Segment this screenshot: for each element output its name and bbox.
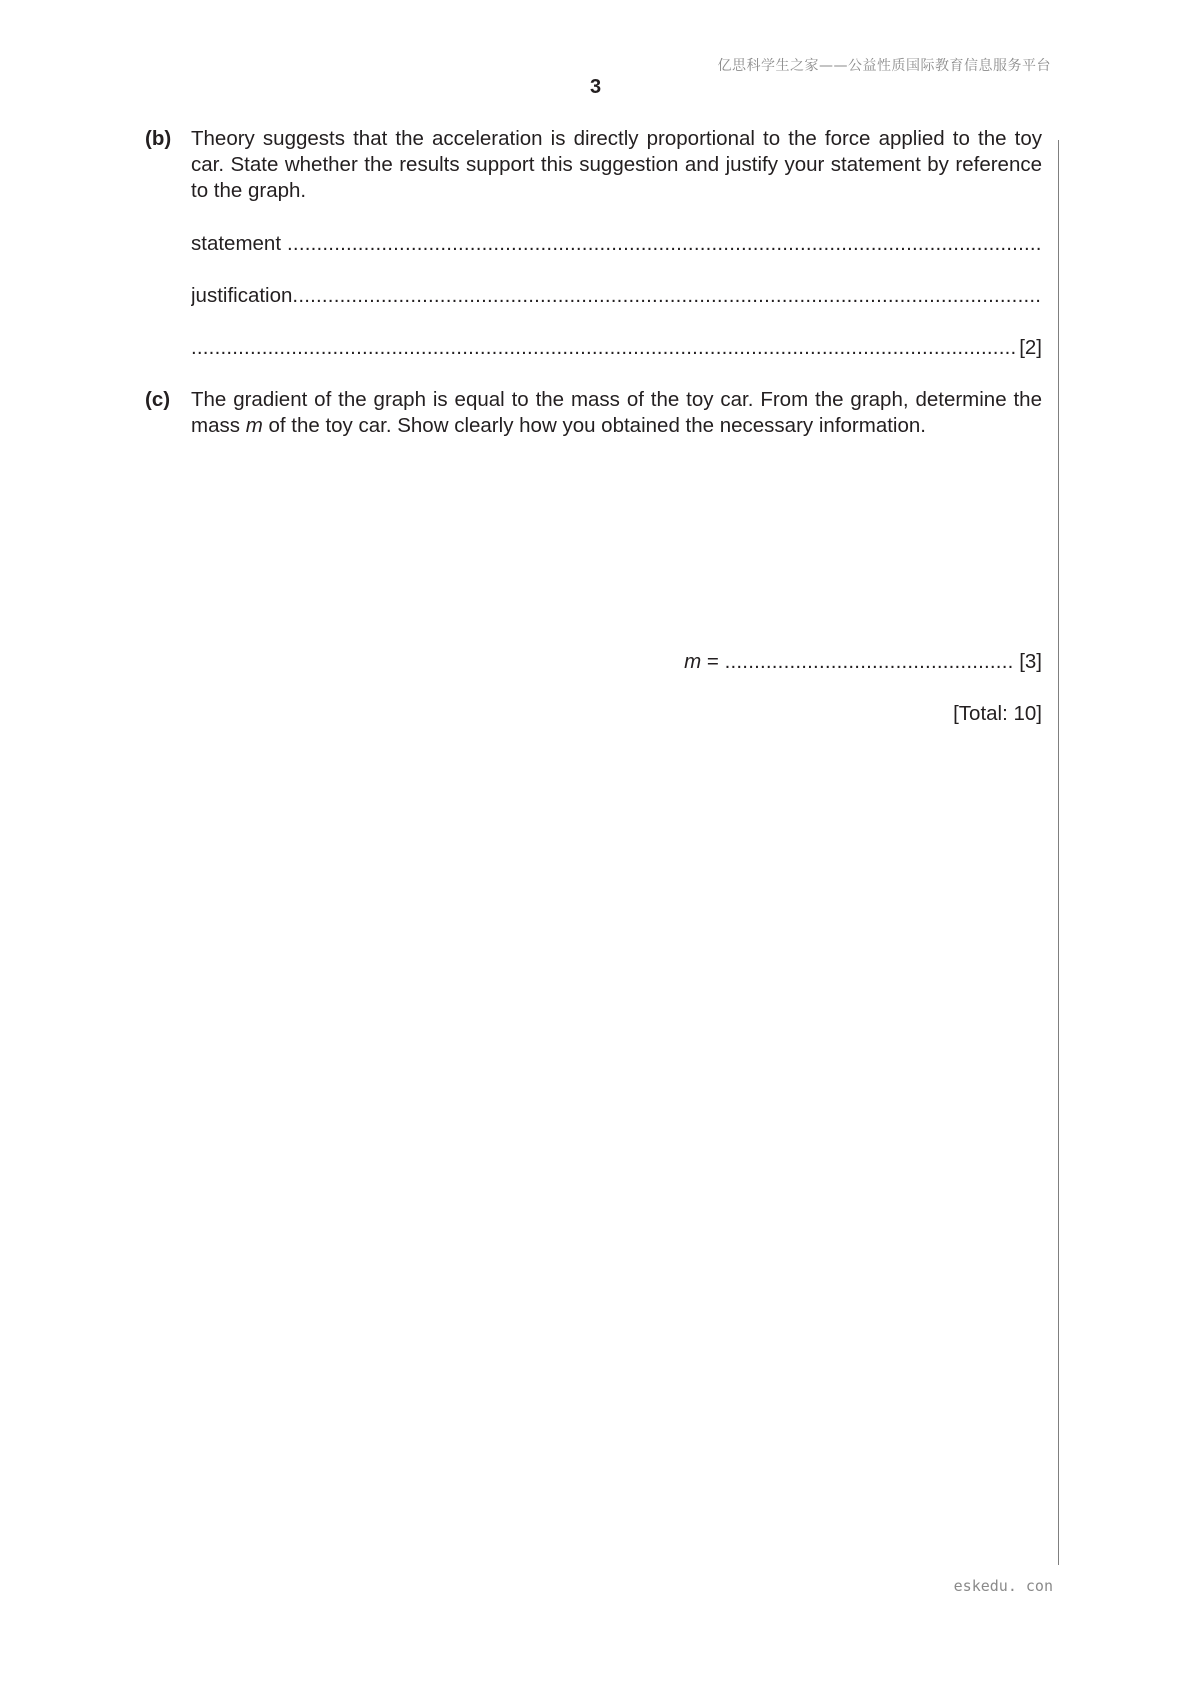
statement-answer-line[interactable] xyxy=(191,231,1042,257)
part-b-marks: [2] xyxy=(1019,336,1042,359)
watermark-footer: eskedu. con xyxy=(953,1577,1053,1595)
mass-dotted-line: ................................................. xyxy=(724,650,1014,673)
continuation-dotted-line xyxy=(191,335,1017,361)
question-part-b xyxy=(145,126,1042,204)
part-c-marks: [3] xyxy=(1019,650,1042,673)
mass-answer-variable: m xyxy=(684,650,702,673)
margin-rule xyxy=(1058,140,1059,1565)
part-b-label: (b) xyxy=(145,127,172,150)
justification-continuation-line[interactable] xyxy=(191,335,1042,361)
part-b-text: Theory suggests that the acceleration is directly proportional to the force applied to the toy car. State whether the results support this suggestion and justify your statement by reference to the graph. xyxy=(191,127,1042,202)
mass-variable: m xyxy=(245,414,263,437)
justification-label: justification xyxy=(191,284,293,307)
part-c-text: The gradient of the graph is equal to the mass of the toy car. From the graph, determine the mass m of the toy car. Show clearly how you obtained the necessary information. xyxy=(191,388,1042,437)
part-c-label: (c) xyxy=(145,388,171,411)
total-marks: [Total: 10] xyxy=(953,702,1042,725)
justification-answer-line[interactable] xyxy=(191,283,1042,309)
page-number: 3 xyxy=(589,76,602,98)
question-part-c xyxy=(145,387,1042,439)
justification-dotted-line xyxy=(292,283,1042,309)
statement-label: statement xyxy=(191,232,282,255)
statement-dotted-line xyxy=(287,231,1042,257)
watermark-header: 亿思科学生之家——公益性质国际教育信息服务平台 xyxy=(717,58,1051,74)
mass-answer-line[interactable]: m = ................................................. [3] xyxy=(684,650,1042,673)
